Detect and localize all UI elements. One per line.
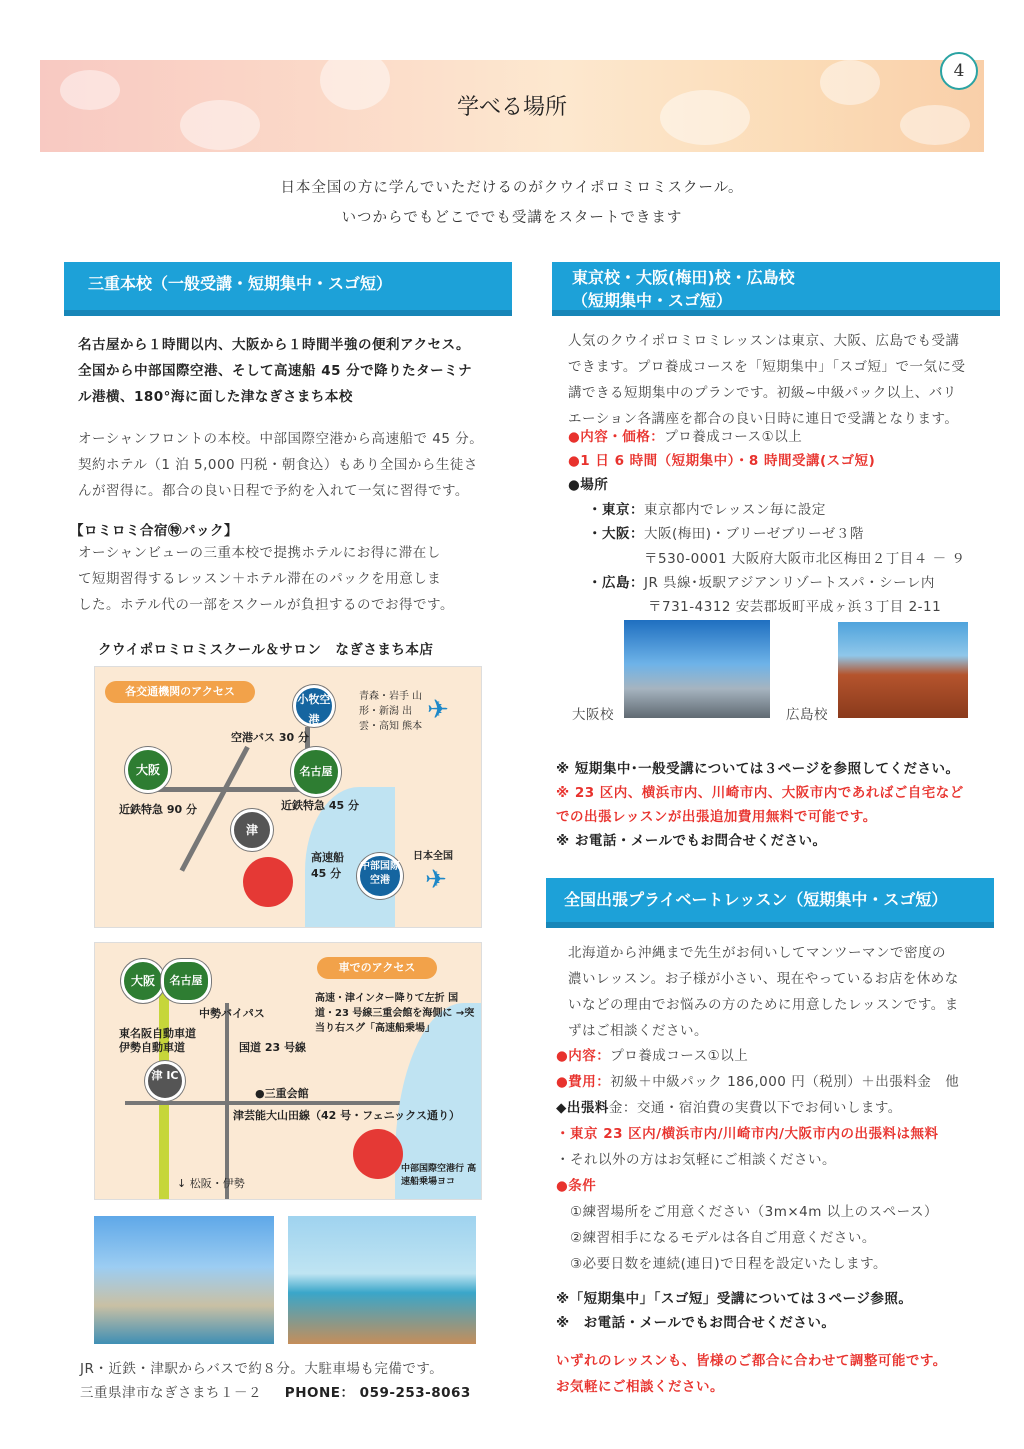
private-lesson-header: 全国出張プライベートレッスン（短期集中・スゴ短）: [546, 878, 994, 928]
tokyo-label: ・東京：: [588, 502, 644, 518]
branches-place-label: ●場所: [568, 477, 609, 493]
map1-tag: 各交通機関のアクセス: [105, 681, 255, 703]
map1-north-list: 青森・岩手 山形・新潟 出雲・高知 熊本: [359, 691, 423, 732]
map1-japan: 日本全国: [413, 851, 453, 862]
hiroshima-address: 〒731-4312 安芸郡坂町平成ヶ浜３丁目 2-11: [648, 599, 942, 615]
mie-header: 三重本校（一般受講・短期集中・スゴ短）: [64, 262, 512, 316]
tsu-node: 津: [231, 809, 273, 851]
map2-ise: 伊勢自動車道: [119, 1041, 185, 1054]
intro-line-1: 日本全国の方に学んでいただけるのがクウイポロミロミスクール。: [280, 180, 744, 196]
osaka-address: 〒530-0001 大阪府大阪市北区梅田２丁目４ － ９: [644, 551, 966, 567]
branches-body-2: できます。プロ養成コースを「短期集中」「スゴ短」で一気に受: [568, 359, 966, 375]
page-title: 学べる場所: [456, 95, 567, 120]
school-logo-icon: [353, 1129, 403, 1179]
hiroshima-photo-label: 広島校: [786, 707, 828, 723]
map2-nagoya-node: 名古屋: [161, 959, 211, 1003]
mie-body-3: んが習得に。都合の良い日程で予約を入れて一気に習得です。: [78, 483, 469, 499]
private-condition-label: ●条件: [556, 1178, 597, 1194]
condition-3: ③必要日数を連続(連日)で日程を設定いたします。: [570, 1256, 888, 1272]
airplane-icon: ✈: [427, 695, 449, 725]
chubu-node: 中部国際空港: [357, 853, 403, 899]
private-content-label: ●内容：: [556, 1048, 611, 1064]
closing-1: いずれのレッスンも、皆様のご都合に合わせて調整可能です。: [556, 1353, 947, 1369]
mie-lead: [78, 332, 518, 410]
pack-body: [78, 540, 518, 618]
tokyo-row: [588, 497, 826, 523]
private-trip: [556, 1095, 902, 1121]
map2-note: 高速・津インター降りて左折 国道・23 号線三重会館を海側に →突当り右スグ「高速船乗場」: [315, 993, 475, 1034]
private-body-2: 濃いレッスン。お子様が小さい、現在やっているお店を休めな: [568, 971, 959, 987]
osaka-row: [588, 521, 864, 547]
map2-kaikan: ●三重会館: [255, 1087, 309, 1100]
map2-terminal: 中部国際空港行 高速船乗場ヨコ: [401, 1164, 477, 1187]
branches-header: [552, 262, 1000, 316]
mie-body-1: オーシャンフロントの本校。中部国際空港から高速船で 45 分。: [78, 431, 484, 447]
footer-address-line: [80, 1380, 471, 1406]
branches-header-line-2: （短期集中・スゴ短）: [572, 291, 733, 310]
map2-matsusaka: ↓ 松阪・伊勢: [177, 1177, 245, 1190]
closing-2: お気軽にご相談ください。: [556, 1379, 724, 1395]
branches-body-1: 人気のクウイポロミロミレッスンは東京、大阪、広島でも受講: [568, 333, 960, 349]
pack-body-3: した。ホテル代の一部をスクールが負担するのでお得です。: [78, 597, 454, 613]
intro-line-2: いつからでもどこででも受講をスタートできます: [341, 210, 683, 226]
hiroshima-school-photo: [838, 622, 968, 718]
note-1: ※ 短期集中･一般受講については３ページを参照してください。: [556, 761, 960, 777]
footer-access: JR・近鉄・津駅からバスで約８分。大駐車場も完備です。: [80, 1361, 444, 1377]
mie-body: [78, 426, 518, 504]
footer-phone: PHONE： 059-253-8063: [284, 1385, 471, 1401]
branches-hours: ●1 日 6 時間（短期集中）・8 時間受講(スゴ短): [568, 453, 876, 469]
private-fee: [556, 1069, 959, 1095]
branches-content: [568, 424, 802, 450]
private-body-3: いなどの理由でお悩みの方のために用意したレッスンです。ま: [568, 997, 959, 1013]
private-lesson-body: [568, 940, 998, 1044]
private-content: [556, 1043, 748, 1069]
airplane-icon: ✈: [425, 865, 447, 895]
pack-body-2: て短期習得するレッスン＋ホテル滞在のパックを用意しま: [78, 571, 442, 587]
komaki-node: 小牧空港: [293, 685, 335, 727]
map1-ship: 高速船 45 分: [311, 851, 344, 880]
nagoya-node: 名古屋: [291, 747, 341, 797]
map1-bus: 空港バス 30 分: [231, 731, 309, 744]
private-free-area: ・東京 23 区内/横浜市内/川崎市内/大阪市内の出張料は無料: [556, 1126, 939, 1142]
branches-body-3: 講できる短期集中のプランです。初級~中級パック以上、バリ: [568, 385, 957, 401]
branches-body-4: エーション各講座を都合の良い日時に連日で受講となります。: [568, 411, 959, 427]
osaka-value: 大阪(梅田)・ブリーゼブリーゼ３階: [644, 526, 864, 542]
private-fee-label: ●費用：: [556, 1074, 611, 1090]
private-other: ・それ以外の方はお気軽にご相談ください。: [556, 1152, 836, 1168]
page-number: 4: [940, 52, 978, 90]
hiroshima-row: [588, 570, 935, 596]
pack-title: 【ロミロミ合宿㊕パック】: [70, 523, 238, 539]
footer-address: 三重県津市なぎさまち１－２: [80, 1385, 262, 1401]
mie-lead-1: 名古屋から１時間以内、大阪から１時間半強の便利アクセス。: [78, 337, 470, 353]
car-access-map: [94, 942, 482, 1200]
hiroshima-label: ・広島：: [588, 575, 644, 591]
hiroshima-value: JR 呉線･坂駅アジアンリゾートスパ・シーレ内: [644, 575, 935, 591]
private-reference: ※「短期集中」「スゴ短」受講については３ページ参照。: [556, 1291, 913, 1307]
mie-body-2: 契約ホテル（1 泊 5,000 円税・朝食込）もあり全国から生徒さ: [78, 457, 478, 473]
map-title: クウイポロミロミスクール＆サロン なぎさまち本店: [98, 642, 434, 658]
tsu-ic-node: 津 IC: [145, 1061, 185, 1101]
condition-2: ②練習相手になるモデルは各自ご用意ください。: [570, 1230, 876, 1246]
map2-osaka-node: 大阪: [121, 959, 165, 1003]
school-logo-icon: [243, 857, 293, 907]
map1-kintetsu45: 近鉄特急 45 分: [281, 799, 359, 812]
mie-lead-2: 全国から中部国際空港、そして高速船 45 分で降りたターミナ: [78, 363, 473, 379]
tokyo-value: 東京都内でレッスン毎に設定: [644, 502, 826, 518]
private-trip-label: ◆出張料: [556, 1100, 609, 1116]
private-content-value: プロ養成コース①以上: [610, 1048, 749, 1064]
map2-line42: 津芸能大山田線（42 号・フェニックス通り）: [233, 1109, 461, 1122]
content-price-value: プロ養成コース①以上: [664, 429, 803, 445]
map2-bypass: 中勢バイパス: [199, 1007, 265, 1020]
private-fee-value: 初級＋中級パック 186,000 円（税別）＋出張料金 他: [610, 1074, 960, 1090]
osaka-node: 大阪: [125, 747, 171, 793]
map2-tag: 車でのアクセス: [317, 957, 437, 979]
osaka-photo-label: 大阪校: [572, 707, 614, 723]
osaka-label: ・大阪：: [588, 526, 644, 542]
map1-kintetsu90: 近鉄特急 90 分: [119, 803, 197, 816]
note-3: での出張レッスンが出張追加費用無料で可能です。: [556, 809, 877, 825]
mie-school-photo: [94, 1216, 274, 1344]
pack-body-1: オーシャンビューの三重本校で提携ホテルにお得に滞在し: [78, 545, 441, 561]
transit-access-map: [94, 666, 482, 928]
branches-header-line-1: 東京校・大阪(梅田)校・広島校: [572, 268, 795, 287]
private-body-4: ずはご相談ください。: [568, 1023, 708, 1039]
branches-body: [568, 328, 1000, 432]
map2-r23: 国道 23 号線: [239, 1041, 306, 1054]
map2-meihan: 東名阪自動車道: [119, 1027, 196, 1040]
ocean-view-photo: [288, 1216, 476, 1344]
condition-1: ①練習場所をご用意ください（3m×4m 以上のスペース）: [570, 1204, 939, 1220]
private-body-1: 北海道から沖縄まで先生がお伺いしてマンツーマンで密度の: [568, 945, 946, 961]
private-trip-value: 金：交通・宿泊費の実費以下でお伺いします。: [608, 1100, 902, 1116]
osaka-school-photo: [624, 620, 770, 718]
private-contact: ※ お電話・メールでもお問合せください。: [556, 1315, 836, 1331]
content-price-label: ●内容・価格：: [568, 429, 665, 445]
mie-lead-3: ル港横、180°海に面した津なぎさまち本校: [78, 389, 353, 405]
note-2: ※ 23 区内、横浜市内、川崎市内、大阪市内であればご自宅など: [556, 785, 964, 801]
note-4: ※ お電話・メールでもお問合せください。: [556, 833, 827, 849]
